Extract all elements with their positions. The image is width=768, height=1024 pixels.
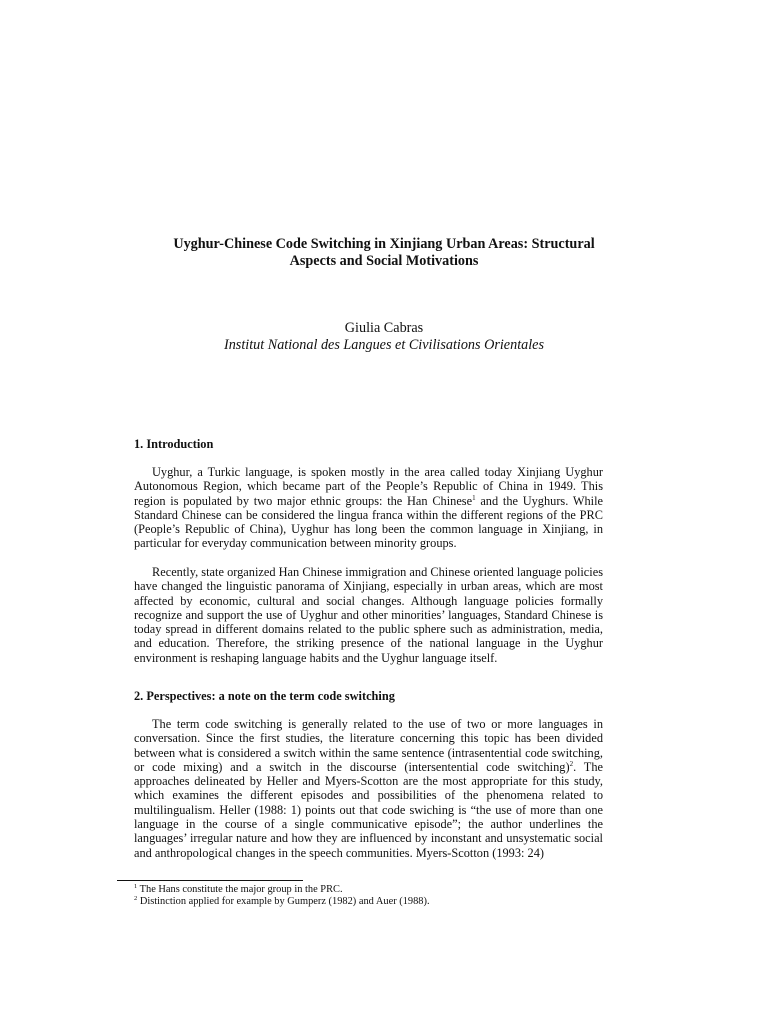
- paragraph: [134, 717, 603, 860]
- paragraph-text: . The approaches delineated by Heller and Myers-Scotton are the most appropriate for this study, which examines the different episodes and possibilities of the phenomena related to multilingualism. Heller (1988: 1) points out that code swiching is “the use of more than one language in the course of a single communicative episode”; the author underlines the languages’ irregular nature and how they are influenced by inconstant and unsystematic social and anthropological changes in the speech communities. Myers-Scotton (1993: 24): [134, 759, 603, 860]
- paper-title: [120, 236, 648, 270]
- paragraph-text: and the Uyghurs. While Standard Chinese can be considered the lingua franca within the different regions of the PRC (People’s Republic of China), Uyghur has long been the common language in Xinjiang, in particular for everyday communication between minority groups.: [134, 493, 603, 551]
- section-1-heading: 1. Introduction: [134, 437, 214, 451]
- footnote-text: Distinction applied for example by Gumperz (1982) and Auer (1988).: [137, 896, 430, 908]
- section-1-paragraph-2: [134, 565, 603, 665]
- footnote-text: The Hans constitute the major group in the PRC.: [137, 884, 343, 895]
- footnote-ref-2[interactable]: 2: [569, 759, 574, 768]
- paper-title-line-2: Aspects and Social Motivations: [289, 253, 479, 269]
- paragraph: Recently, state organized Han Chinese immigration and Chinese oriented language policies have changed the linguistic panorama of Xinjiang, especially in urban areas, which are most affected by economic, cultural and social changes. Although language policies formally recognize and support the use of Uyghur and other minorities’ languages, Standard Chinese is today spread in different domains related to the public sphere such as administration, media, and education. Therefore, the striking presence of the national language in the Uyghur environment is reshaping language habits and the Uyghur language itself.: [134, 565, 603, 665]
- footnote-number: 2: [134, 895, 138, 903]
- footnote-divider: [117, 880, 303, 881]
- footnote-2: [134, 896, 603, 908]
- section-1-paragraph-1: [134, 465, 603, 551]
- footnote-number: 1: [134, 883, 138, 890]
- paragraph: [134, 465, 603, 551]
- paper-title-line-1: Uyghur-Chinese Code Switching in Xinjiang Urban Areas: Structural: [173, 236, 595, 252]
- author-affiliation: Institut National des Langues et Civilisations Orientales: [223, 337, 544, 353]
- paragraph-text: Uyghur, a Turkic language, is spoken mostly in the area called today Xinjiang Uyghur Autonomous Region, which became part of the People’s Republic of China in 1949. This region is populated by two major ethnic groups: the Han Chinese: [134, 465, 603, 508]
- footnote-1: [134, 884, 603, 896]
- section-2-paragraph-1: [134, 717, 603, 860]
- section-2-heading: 2. Perspectives: a note on the term code switching: [134, 689, 395, 703]
- footnote-ref-1[interactable]: 1: [472, 493, 476, 502]
- author-name: Giulia Cabras: [344, 320, 424, 336]
- footnotes: [134, 884, 603, 909]
- paragraph-text: The term code switching is generally related to the use of two or more languages in conversation. Since the first studies, the literature concerning this topic has been divided between what is considered a switch within the same sentence (intrasentential code switching, or code mixing) and a switch in the discourse (intersentential code switching): [134, 717, 603, 774]
